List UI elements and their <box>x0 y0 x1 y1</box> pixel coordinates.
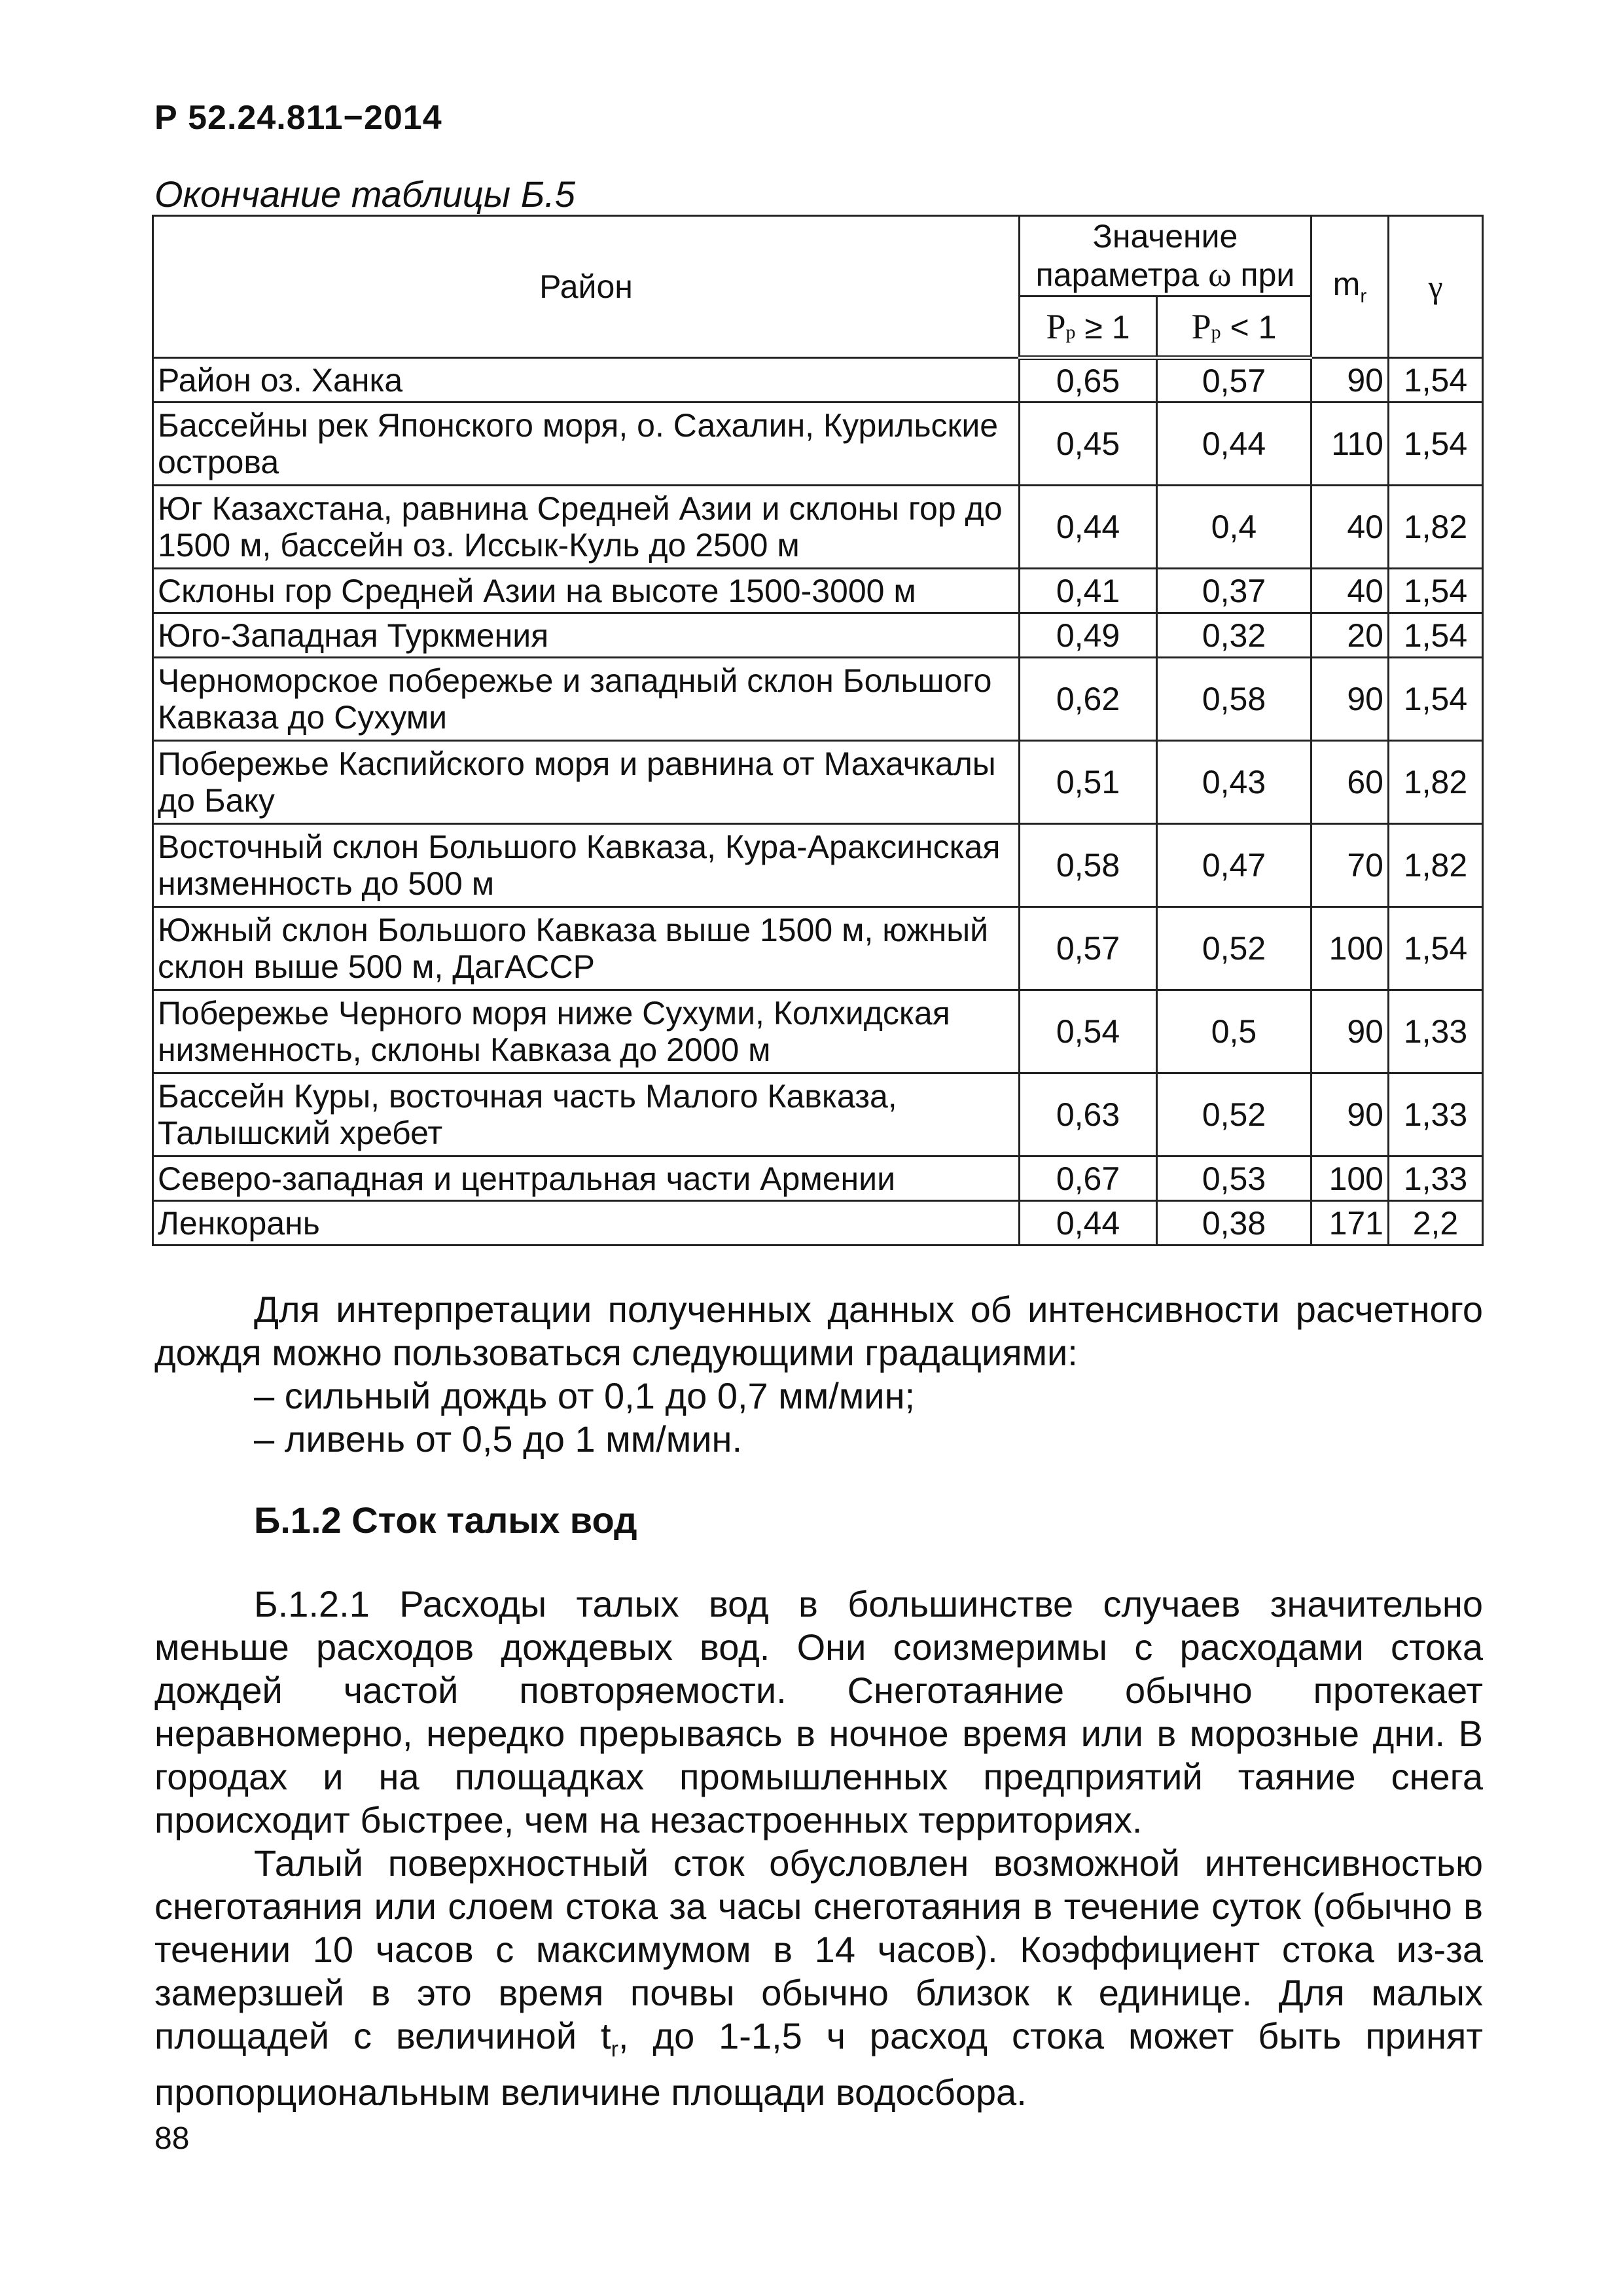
cell-m: 40 <box>1311 486 1389 569</box>
p2-symbol: Р <box>1191 306 1211 346</box>
cell-gamma: 1,33 <box>1389 1073 1483 1157</box>
cell-w-lt1: 0,32 <box>1157 613 1311 658</box>
p2-condition: < 1 <box>1230 308 1277 346</box>
cell-w-ge1: 0,49 <box>1020 613 1157 658</box>
cell-region: Склоны гор Средней Азии на высоте 1500-3000 м <box>153 569 1020 613</box>
cell-m: 60 <box>1311 741 1389 824</box>
cell-gamma: 1,33 <box>1389 1157 1483 1201</box>
cell-gamma: 1,54 <box>1389 613 1483 658</box>
cell-region: Бассейны рек Японского моря, о. Сахалин, Курильские острова <box>153 403 1020 486</box>
intro-paragraph: Для интерпретации полученных данных об интенсивности расчетного дождя можно пользоваться следующими градациями: <box>154 1289 1483 1373</box>
cell-w-ge1: 0,58 <box>1020 824 1157 907</box>
cell-region: Восточный склон Большого Кавказа, Кура-Араксинская низменность до 500 м <box>153 824 1020 907</box>
cell-m: 90 <box>1311 990 1389 1073</box>
cell-region: Бассейн Куры, восточная часть Малого Кавказа, Талышский хребет <box>153 1073 1020 1157</box>
cell-gamma: 1,82 <box>1389 486 1483 569</box>
header-p-ge-1 <box>1020 296 1157 358</box>
table-row <box>153 1157 1483 1201</box>
paragraph-meltwater-sub: r <box>611 2037 618 2062</box>
section-heading: Б.1.2 Сток талых вод <box>254 1499 637 1541</box>
header-param-prefix: параметра <box>1035 257 1200 293</box>
cell-region: Район оз. Ханка <box>153 358 1020 403</box>
cell-w-ge1: 0,62 <box>1020 658 1157 741</box>
cell-w-ge1: 0,57 <box>1020 907 1157 990</box>
cell-m: 171 <box>1311 1201 1389 1246</box>
cell-gamma: 1,54 <box>1389 358 1483 403</box>
cell-w-ge1: 0,65 <box>1020 358 1157 403</box>
table-row <box>153 824 1483 907</box>
cell-w-lt1: 0,37 <box>1157 569 1311 613</box>
cell-m: 20 <box>1311 613 1389 658</box>
table-row <box>153 358 1483 403</box>
header-m <box>1311 216 1389 358</box>
cell-gamma: 2,2 <box>1389 1201 1483 1246</box>
header-param-line1: Значение <box>1092 218 1238 255</box>
cell-m: 40 <box>1311 569 1389 613</box>
paragraph-meltwater <box>154 1842 1483 2114</box>
header-region: Район <box>153 216 1020 358</box>
document-code: Р 52.24.811−2014 <box>154 99 442 137</box>
cell-gamma: 1,54 <box>1389 569 1483 613</box>
p1-condition: ≥ 1 <box>1084 308 1130 346</box>
cell-w-lt1: 0,4 <box>1157 486 1311 569</box>
p2-sub: р <box>1211 321 1221 343</box>
cell-m: 100 <box>1311 1157 1389 1201</box>
table-row <box>153 741 1483 824</box>
cell-gamma: 1,82 <box>1389 824 1483 907</box>
cell-region: Черноморское побережье и западный склон Большого Кавказа до Сухуми <box>153 658 1020 741</box>
cell-w-ge1: 0,45 <box>1020 403 1157 486</box>
table-row <box>153 486 1483 569</box>
cell-region: Южный склон Большого Кавказа выше 1500 м, южный склон выше 500 м, ДагАССР <box>153 907 1020 990</box>
cell-m: 70 <box>1311 824 1389 907</box>
cell-m: 90 <box>1311 1073 1389 1157</box>
table-row <box>153 1073 1483 1157</box>
cell-w-lt1: 0,53 <box>1157 1157 1311 1201</box>
cell-w-ge1: 0,67 <box>1020 1157 1157 1201</box>
data-table <box>152 215 1484 1246</box>
cell-region: Юго-Западная Туркмения <box>153 613 1020 658</box>
cell-w-ge1: 0,54 <box>1020 990 1157 1073</box>
cell-m: 110 <box>1311 403 1389 486</box>
cell-w-lt1: 0,44 <box>1157 403 1311 486</box>
header-p-lt-1 <box>1157 296 1311 358</box>
cell-gamma: 1,54 <box>1389 907 1483 990</box>
p1-sub: р <box>1065 321 1076 343</box>
table-row <box>153 907 1483 990</box>
table-row <box>153 658 1483 741</box>
paragraph-meltwater-part2: , до 1-1,5 ч расход стока может быть принят пропорциональным величине площади водосбора. <box>154 2015 1483 2113</box>
list-item-downpour: – ливень от 0,5 до 1 мм/мин. <box>254 1418 743 1460</box>
p1-symbol: Р <box>1046 306 1066 346</box>
header-gamma: γ <box>1389 216 1483 358</box>
cell-w-lt1: 0,38 <box>1157 1201 1311 1246</box>
header-param <box>1020 216 1311 296</box>
table-row <box>153 1201 1483 1246</box>
header-m-symbol: m <box>1332 266 1361 303</box>
cell-w-lt1: 0,52 <box>1157 907 1311 990</box>
omega-symbol: ω <box>1208 255 1232 294</box>
table-header-row <box>153 216 1483 296</box>
cell-w-lt1: 0,43 <box>1157 741 1311 824</box>
paragraph-b121: Б.1.2.1 Расходы талых вод в большинстве случаев значительно меньше расходов дождевых вод. Они соизмеримы с расходами стока дождей частой повторяемости. Снеготаяние обычно протекает неравномерно, нередко прерываясь в ночное время или в морозные дни. В городах и на площадках промышленных предприятий таяние снега происходит быстрее, чем на незастроенных территориях. <box>154 1583 1483 1840</box>
cell-gamma: 1,54 <box>1389 403 1483 486</box>
table-caption: Окончание таблицы Б.5 <box>154 173 575 215</box>
cell-region: Юг Казахстана, равнина Средней Азии и склоны гор до 1500 м, бассейн оз. Иссык-Куль до 2500 м <box>153 486 1020 569</box>
cell-w-ge1: 0,41 <box>1020 569 1157 613</box>
cell-w-ge1: 0,44 <box>1020 486 1157 569</box>
cell-m: 90 <box>1311 658 1389 741</box>
cell-region: Ленкорань <box>153 1201 1020 1246</box>
cell-w-ge1: 0,63 <box>1020 1073 1157 1157</box>
cell-w-lt1: 0,57 <box>1157 358 1311 403</box>
cell-w-lt1: 0,5 <box>1157 990 1311 1073</box>
cell-region: Побережье Черного моря ниже Сухуми, Колхидская низменность, склоны Кавказа до 2000 м <box>153 990 1020 1073</box>
cell-w-ge1: 0,51 <box>1020 741 1157 824</box>
table-row <box>153 569 1483 613</box>
table-row <box>153 403 1483 486</box>
cell-w-lt1: 0,52 <box>1157 1073 1311 1157</box>
cell-region: Северо-западная и центральная части Армении <box>153 1157 1020 1201</box>
paragraph-meltwater-part1: Талый поверхностный сток обусловлен возможной интенсивностью снеготаяния или слоем стока за часы снеготаяния в течение суток (обычно в течении 10 часов с максимумом в 14 часов). Коэффициент стока из-за замерзшей в это время почвы обычно близок к единице. Для малых площадей с величиной t <box>154 1842 1483 2056</box>
cell-region: Побережье Каспийского моря и равнина от Махачкалы до Баку <box>153 741 1020 824</box>
page-number: 88 <box>154 2121 190 2156</box>
cell-m: 100 <box>1311 907 1389 990</box>
cell-m: 90 <box>1311 358 1389 403</box>
header-m-sub: r <box>1360 285 1367 308</box>
cell-gamma: 1,33 <box>1389 990 1483 1073</box>
table-row <box>153 613 1483 658</box>
table-row <box>153 990 1483 1073</box>
cell-gamma: 1,82 <box>1389 741 1483 824</box>
cell-w-lt1: 0,58 <box>1157 658 1311 741</box>
cell-w-ge1: 0,44 <box>1020 1201 1157 1246</box>
cell-gamma: 1,54 <box>1389 658 1483 741</box>
list-item-heavy-rain: – сильный дождь от 0,1 до 0,7 мм/мин; <box>254 1375 916 1416</box>
cell-w-lt1: 0,47 <box>1157 824 1311 907</box>
header-param-suffix: при <box>1240 257 1295 293</box>
